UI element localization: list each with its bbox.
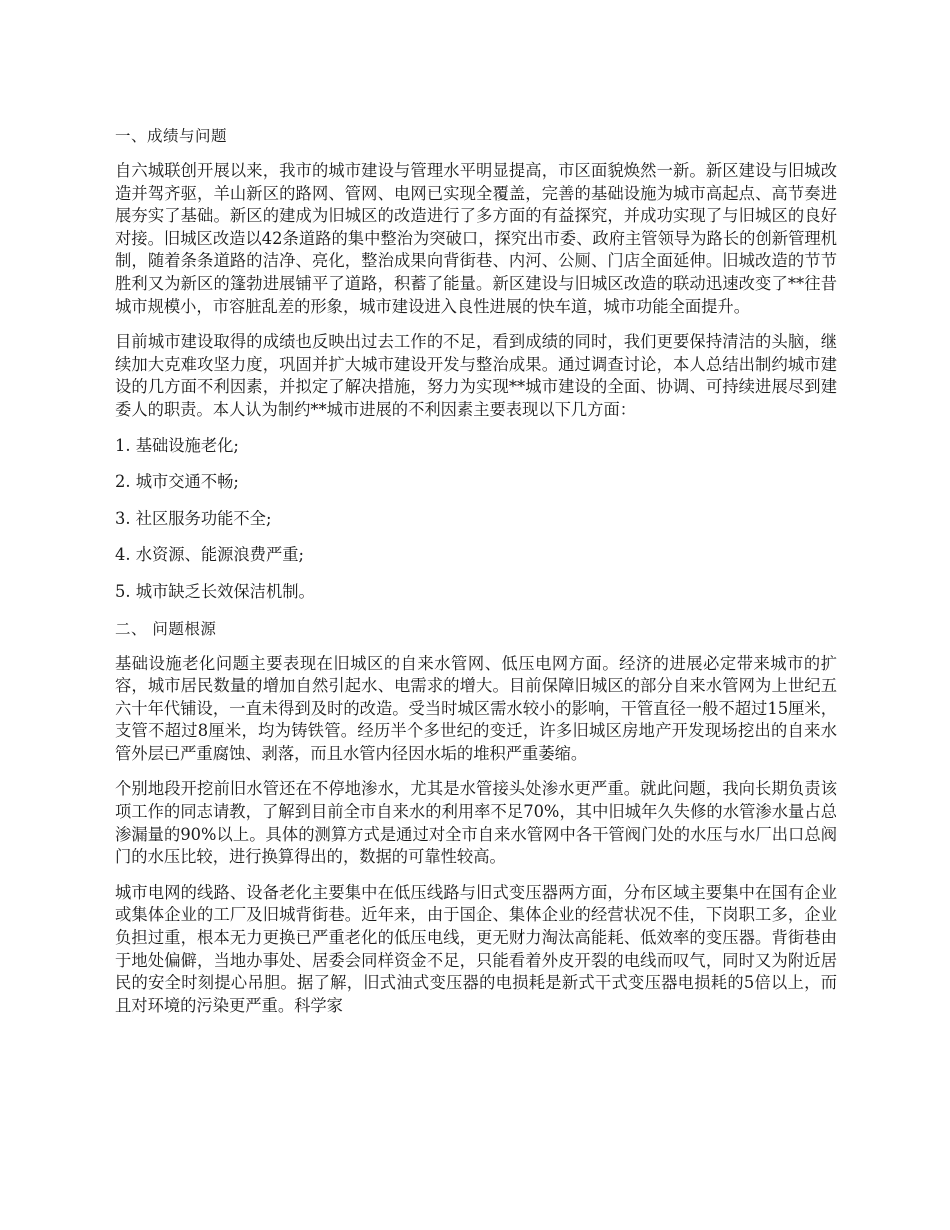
list-item: 3. 社区服务功能不全; bbox=[115, 508, 272, 528]
paragraph: 城市电网的线路、设备老化主要集中在低压线路与旧式变压器两方面，分布区域主要集中在国有企业或集体企业的工厂及旧城背街巷。近年来，由于国企、集体企业的经营状况不佳，下岗职工多，企业负担过重，根本无力更换已严重老化的低压电线，更无财力淘汰高能耗、低效率的变压器。背街巷由于地处偏僻，当地办事处、居委会同样资金不足，只能看着外皮开裂的电线而叹气，同时又为附近居民的安全时刻提心吊胆。据了解，旧式油式变压器的电损耗是新式干式变压器电损耗的5倍以上，而且对环境的污染更严重。科学家 bbox=[115, 882, 837, 1015]
paragraph: 目前城市建设取得的成绩也反映出过去工作的不足，看到成绩的同时，我们更要保持清洁的头脑，继续加大克难攻坚力度，巩固并扩大城市建设开发与整治成果。通过调查讨论，本人总结出制约城市建设的几方面不利因素，并拟定了解决措施，努力为实现**城市建设的全面、协调、可持续进展尽到建委人的职责。本人认为制约**城市进展的不利因素主要表现以下几方面： bbox=[115, 332, 837, 419]
paragraph: 个别地段开挖前旧水管还在不停地渗水，尤其是水管接头处渗水更严重。就此问题，我向长期负责该项工作的同志请教，了解到目前全市自来水的利用率不足70%，其中旧城年久失修的水管渗水量占总渗漏量的90%以上。具体的测算方式是通过对全市自来水管网中各干管阀门处的水压与水厂出口总阀门的水压比较，进行换算得出的，数据的可靠性较高。 bbox=[115, 779, 837, 867]
list-item: 4. 水资源、能源浪费严重; bbox=[115, 545, 305, 565]
section-heading-achievements: 一、成绩与问题 bbox=[115, 127, 228, 145]
paragraph: 基础设施老化问题主要表现在旧城区的自来水管网、低压电网方面。经济的进展必定带来城市的扩容，城市居民数量的增加自然引起水、电需求的增大。目前保障旧城区的部分自来水管网为上世纪五六十年代铺设，一直未得到及时的改造。受当时城区需水较小的影响，干管直径一般不超过15厘米，支管不超过8厘米，均为铸铁管。经历半个多世纪的变迁，许多旧城区房地产开发现场挖出的自来水管外层已严重腐蚀、剥落，而且水管内径因水垢的堆积严重萎缩。 bbox=[115, 653, 837, 763]
document-page bbox=[115, 125, 837, 1223]
paragraph: 自六城联创开展以来，我市的城市建设与管理水平明显提高，市区面貌焕然一新。新区建设与旧城改造并驾齐驱，羊山新区的路网、管网、电网已实现全覆盖，完善的基础设施为城市高起点、高节奏进展夯实了基础。新区的建成为旧城区的改造进行了多方面的有益探究，并成功实现了与旧城区的良好对接。旧城区改造以42条道路的集中整治为突破口，探究出市委、政府主管领导为路长的创新管理机制，随着条条道路的洁净、亮化，整治成果向背街巷、内河、公厕、门店全面延伸。旧城改造的节节胜利又为新区的篷勃进展铺平了道路，积蓄了能量。新区建设与旧城区改造的联动迅速改变了**往昔城市规模小，市容脏乱差的形象，城市建设进入良性进展的快车道，城市功能全面提升。 bbox=[115, 161, 837, 316]
list-item: 1. 基础设施老化; bbox=[115, 435, 239, 455]
section-heading-root-causes: 二、 问题根源 bbox=[115, 619, 217, 638]
list-item: 2. 城市交通不畅; bbox=[115, 472, 239, 492]
document-body bbox=[115, 125, 837, 1223]
list-item: 5. 城市缺乏长效保洁机制。 bbox=[115, 581, 315, 601]
